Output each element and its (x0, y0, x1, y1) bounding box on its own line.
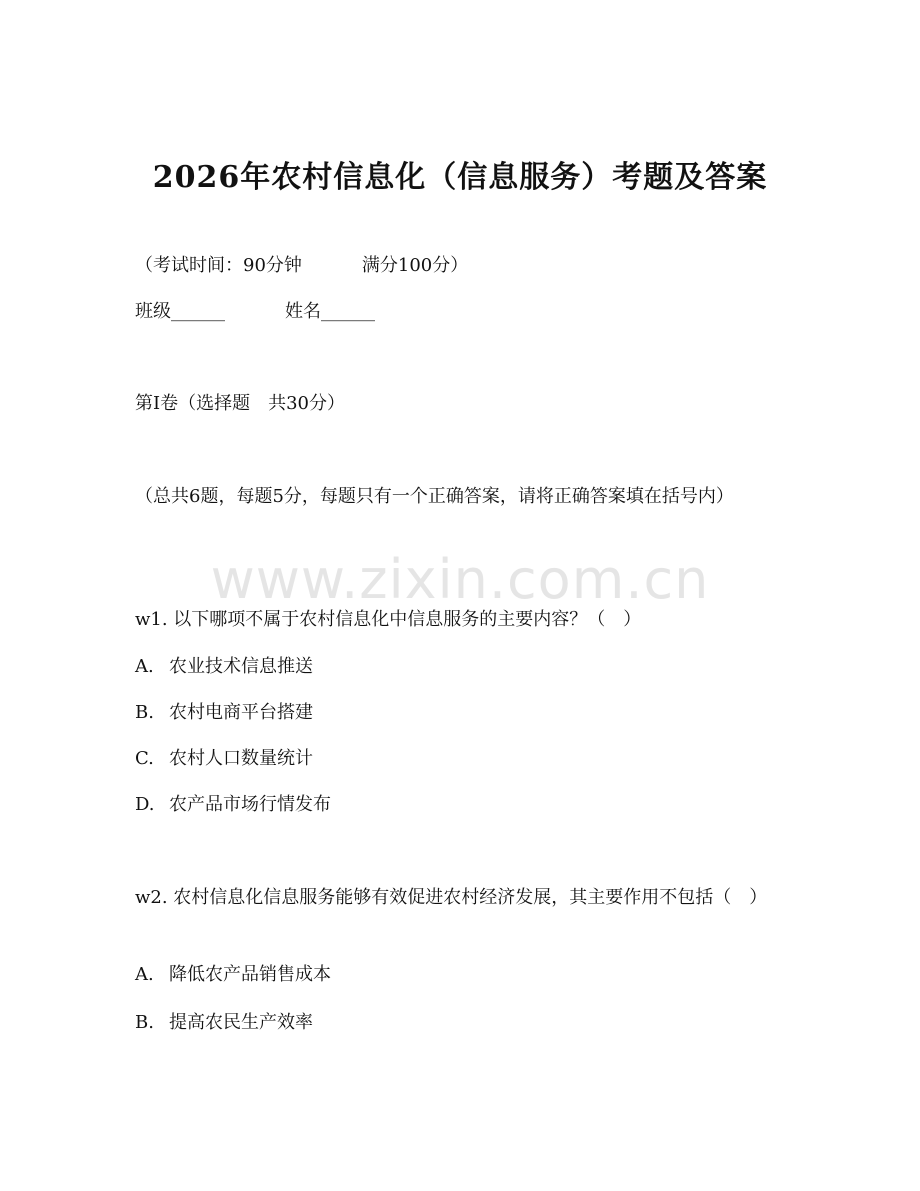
question-1-option-b (135, 698, 785, 728)
option-label: D. (135, 794, 155, 815)
option-text: 农业技术信息推送 (169, 656, 313, 677)
question-2-stem: w2. 农村信息化信息服务能够有效促进农村经济发展，其主要作用不包括（ ） (135, 887, 768, 908)
option-text: 农村电商平台搭建 (169, 702, 313, 723)
option-text: 提高农民生产效率 (169, 1012, 313, 1033)
question-2-option-b (135, 1008, 785, 1038)
option-text: 降低农产品销售成本 (169, 964, 331, 985)
document-title: 2026年农村信息化（信息服务）考题及答案 (152, 160, 768, 195)
exam-score: 满分100分） (361, 255, 469, 276)
option-label: A. (135, 964, 154, 985)
class-field: 班级______ (135, 301, 225, 322)
exam-info (135, 251, 785, 281)
section-heading: 第I卷（选择题 共30分） (135, 393, 346, 414)
option-label: A. (135, 656, 154, 677)
option-label: B. (135, 702, 154, 723)
question-1-option-a (135, 652, 785, 682)
option-label: B. (135, 1012, 154, 1033)
watermark: www.zixin.com.cn (210, 548, 710, 611)
question-1-option-c (135, 744, 785, 774)
student-info (135, 297, 785, 327)
question-1-option-d (135, 790, 785, 820)
question-2-option-a (135, 960, 785, 990)
question-1-stem: w1. 以下哪项不属于农村信息化中信息服务的主要内容？（ ） (135, 609, 642, 630)
instructions: （总共6题，每题5分，每题只有一个正确答案，请将正确答案填在括号内） (135, 486, 734, 507)
name-field: 姓名______ (285, 301, 375, 322)
exam-time: （考试时间：90分钟 (135, 255, 302, 276)
option-label: C. (135, 748, 154, 769)
option-text: 农产品市场行情发布 (169, 794, 331, 815)
option-text: 农村人口数量统计 (169, 748, 313, 769)
